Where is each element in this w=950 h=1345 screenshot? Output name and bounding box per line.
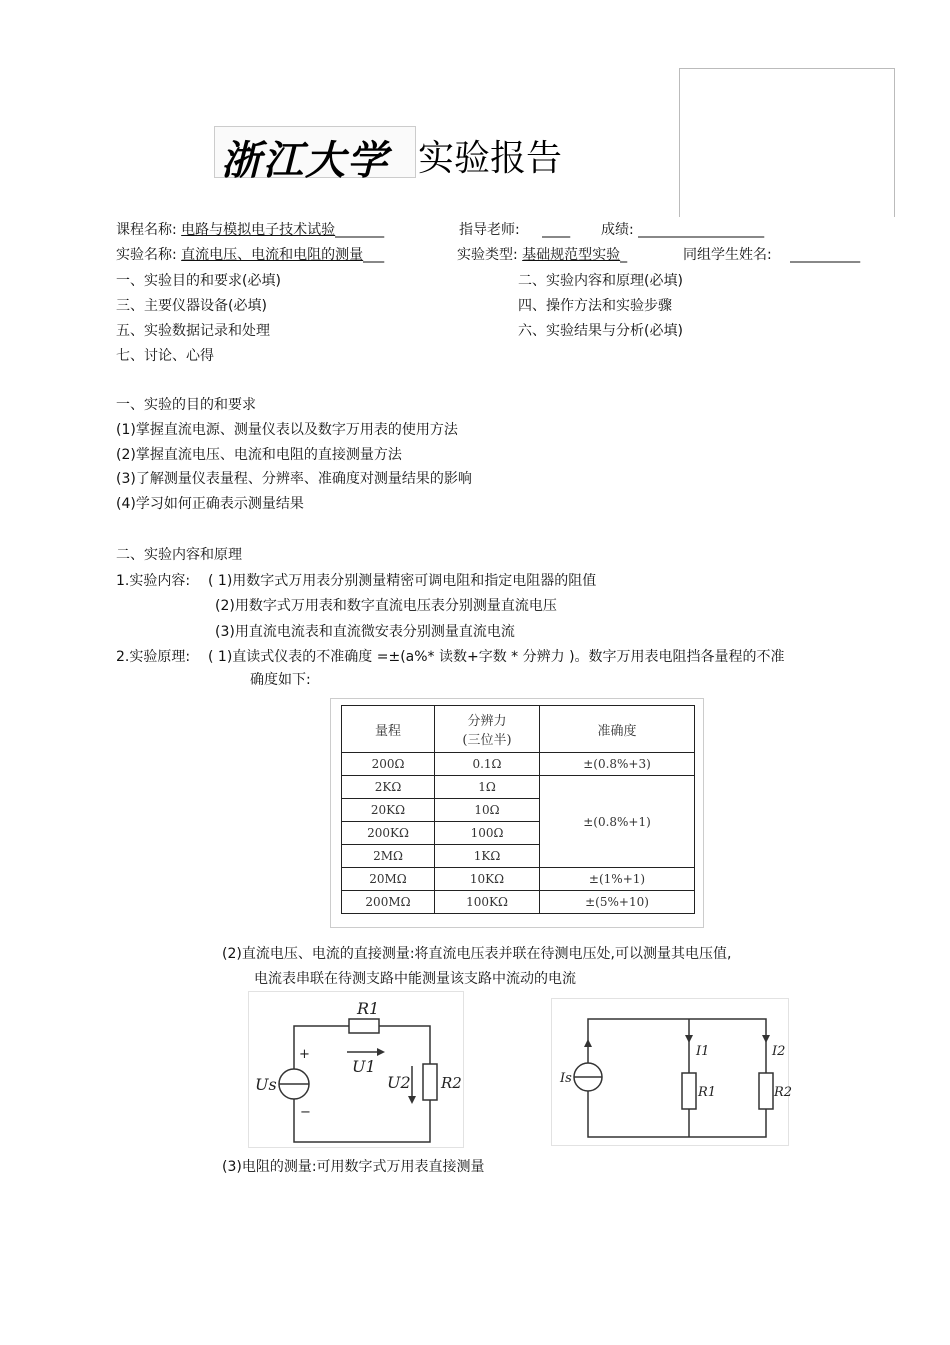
- range-cell: 20MΩ: [342, 868, 435, 891]
- accuracy-cell: ±(0.8%+1): [540, 776, 695, 868]
- content-item-1: ( 1)用数字式万用表分别测量精密可调电阻和指定电阻器的阻值: [208, 573, 597, 589]
- parallel-circuit-diagram: [552, 999, 793, 1145]
- u1-label: U1: [352, 1057, 376, 1076]
- section1-heading: 一、实验的目的和要求: [116, 397, 256, 413]
- report-title: 实验报告: [418, 138, 563, 179]
- table-row: [342, 776, 695, 799]
- principle-label: 2.实验原理:: [116, 649, 191, 665]
- plus-sign: +: [299, 1047, 310, 1062]
- u2-label: U2: [387, 1073, 411, 1092]
- resolution-cell: 100Ω: [435, 822, 540, 845]
- range-cell: 2KΩ: [342, 776, 435, 799]
- experiment-value: 直流电压、电流和电阻的测量: [181, 247, 364, 263]
- parallel-circuit-figure: [551, 998, 793, 1146]
- i1-arrow-icon: [685, 1035, 693, 1043]
- teacher-label: 指导老师:: [459, 222, 520, 238]
- score-stamp-box: [679, 68, 895, 217]
- score-label: 成绩:: [601, 222, 634, 238]
- resolution-cell: 1KΩ: [435, 845, 540, 868]
- minus-sign: −: [300, 1105, 311, 1120]
- accuracy-cell: ±(5%+10): [540, 891, 695, 914]
- r2-label: R2: [441, 1074, 462, 1092]
- teacher-line: [459, 219, 570, 239]
- header-resolution: [435, 706, 540, 753]
- resolution-cell: 10Ω: [435, 799, 540, 822]
- type-tail: _: [620, 247, 628, 263]
- resolution-cell: 0.1Ω: [435, 753, 540, 776]
- table-row: [342, 753, 695, 776]
- r2-resistor-icon: [423, 1064, 437, 1100]
- content-label: 1.实验内容:: [116, 573, 191, 589]
- accuracy-cell: ±(1%+1): [540, 868, 695, 891]
- group-label: 同组学生姓名:: [683, 247, 772, 263]
- us-label: Us: [255, 1075, 277, 1094]
- section1-item-1: (1)掌握直流电源、测量仪表以及数字万用表的使用方法: [116, 422, 458, 438]
- accuracy-table-figure: [330, 698, 704, 928]
- r1-label: R1: [357, 999, 380, 1018]
- course-label: 课程名称:: [116, 222, 177, 238]
- header-resolution-line2: (三位半): [462, 733, 512, 748]
- principle-2b: 电流表串联在待测支路中能测量该支路中流动的电流: [254, 971, 576, 987]
- accuracy-cell: ±(0.8%+3): [540, 753, 695, 776]
- range-cell: 200Ω: [342, 753, 435, 776]
- university-logo: [214, 126, 416, 184]
- toc-item-6: 六、实验结果与分析(必填): [518, 323, 683, 339]
- r1-label: R1: [698, 1085, 717, 1100]
- resolution-cell: 1Ω: [435, 776, 540, 799]
- principle-2a: (2)直流电压、电流的直接测量:将直流电压表并联在待测电压处,可以测量其电压值,: [222, 946, 732, 962]
- toc-item-3: 三、主要仪器设备(必填): [116, 298, 267, 314]
- toc-item-4: 四、操作方法和实验步骤: [518, 298, 672, 314]
- group-value: __________: [790, 247, 861, 263]
- principle-1b: 确度如下:: [250, 672, 311, 688]
- section1-item-4: (4)学习如何正确表示测量结果: [116, 496, 304, 512]
- type-label: 实验类型:: [457, 247, 518, 263]
- accuracy-table: [341, 705, 695, 914]
- table-row: [342, 891, 695, 914]
- score-value: __________________: [638, 222, 765, 238]
- is-arrow-icon: [584, 1039, 592, 1047]
- resolution-cell: 10KΩ: [435, 868, 540, 891]
- section2-heading: 二、实验内容和原理: [116, 547, 242, 563]
- header-range: 量程: [342, 706, 435, 753]
- experiment-label: 实验名称:: [116, 247, 177, 263]
- experiment-tail: ___: [363, 247, 385, 263]
- r1-resistor-icon: [682, 1073, 696, 1109]
- series-circuit-diagram: [249, 992, 463, 1147]
- logo-text: 浙江大学: [221, 137, 389, 184]
- group-line: [683, 244, 860, 264]
- section1-item-3: (3)了解测量仪表量程、分辨率、准确度对测量结果的影响: [116, 471, 472, 487]
- is-label: Is: [560, 1071, 572, 1086]
- course-value: 电路与模拟电子技术试验: [181, 222, 336, 238]
- range-cell: 200MΩ: [342, 891, 435, 914]
- header-resolution-line1: 分辨力: [467, 714, 507, 729]
- principle-3: (3)电阻的测量:可用数字式万用表直接测量: [222, 1159, 485, 1175]
- header-accuracy: 准确度: [540, 706, 695, 753]
- principle-1a: ( 1)直读式仪表的不准确度 =±(a%* 读数+字数 * 分辨力 )。数字万用表电阻挡各量程的不准: [208, 649, 785, 665]
- series-circuit-figure: [248, 991, 464, 1148]
- experiment-line: [116, 244, 384, 264]
- i2-arrow-icon: [762, 1035, 770, 1043]
- type-value: 基础规范型实验: [522, 247, 621, 263]
- score-line: [601, 219, 764, 239]
- r1-resistor-icon: [349, 1019, 379, 1033]
- i1-label: I1: [696, 1044, 710, 1059]
- toc-item-5: 五、实验数据记录和处理: [116, 323, 270, 339]
- content-item-3: (3)用直流电流表和直流微安表分别测量直流电流: [215, 624, 515, 640]
- toc-item-1: 一、实验目的和要求(必填): [116, 273, 281, 289]
- section1-item-2: (2)掌握直流电压、电流和电阻的直接测量方法: [116, 447, 402, 463]
- course-line: [116, 219, 384, 239]
- teacher-value: ____: [542, 222, 571, 238]
- type-line: [457, 244, 627, 264]
- content-item-2: (2)用数字式万用表和数字直流电压表分别测量直流电压: [215, 598, 557, 614]
- table-row: [342, 868, 695, 891]
- i2-label: I2: [772, 1044, 786, 1059]
- r2-resistor-icon: [759, 1073, 773, 1109]
- resolution-cell: 100KΩ: [435, 891, 540, 914]
- course-tail: _______: [335, 222, 385, 238]
- range-cell: 20KΩ: [342, 799, 435, 822]
- r2-label: R2: [774, 1085, 793, 1100]
- toc-item-2: 二、实验内容和原理(必填): [518, 273, 683, 289]
- range-cell: 2MΩ: [342, 845, 435, 868]
- toc-item-7: 七、讨论、心得: [116, 348, 214, 364]
- range-cell: 200KΩ: [342, 822, 435, 845]
